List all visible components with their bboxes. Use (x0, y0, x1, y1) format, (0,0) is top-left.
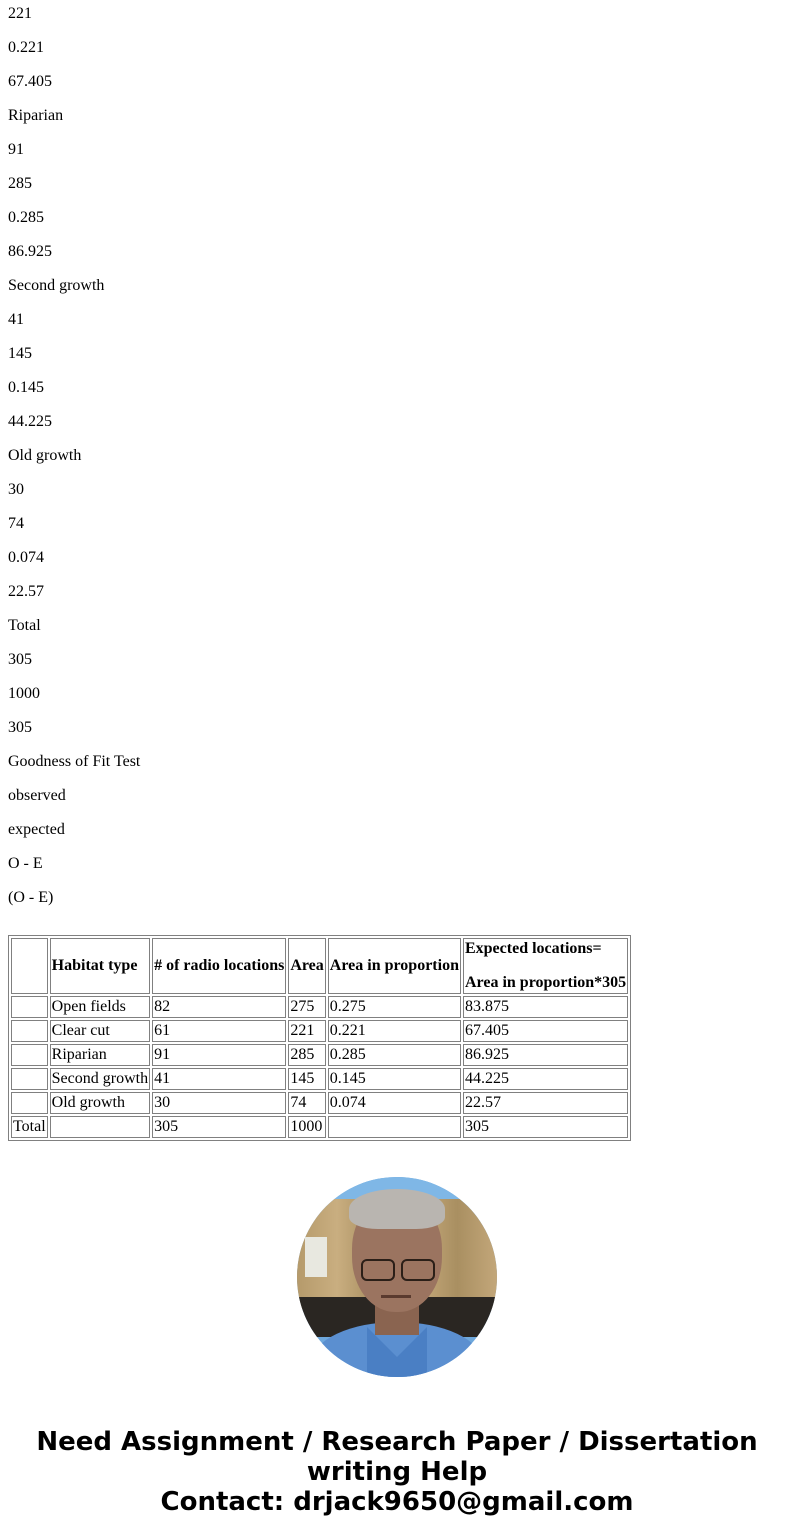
text-line: 305 (8, 651, 32, 668)
text-lines (8, 0, 786, 920)
header-expected-line2: Area in proportion*305 (464, 974, 627, 991)
cell-expected: 86.925 (463, 1044, 628, 1066)
cell-habitat: Clear cut (50, 1020, 150, 1042)
table-row (11, 1068, 628, 1090)
text-line: 145 (8, 345, 32, 362)
header-habitat-type: Habitat type (50, 938, 150, 994)
cell-label (11, 1092, 48, 1114)
cell-radio: 305 (152, 1116, 286, 1138)
header-radio-locations: # of radio locations (152, 938, 286, 994)
cell-label (11, 1044, 48, 1066)
cell-proportion (328, 1116, 461, 1138)
cell-radio: 30 (152, 1092, 286, 1114)
cell-area: 221 (288, 1020, 325, 1042)
cell-radio: 82 (152, 996, 286, 1018)
cell-expected: 67.405 (463, 1020, 628, 1042)
header-expected-line1: Expected locations= (464, 940, 602, 957)
cell-proportion: 0.275 (328, 996, 461, 1018)
cell-expected: 44.225 (463, 1068, 628, 1090)
cell-proportion: 0.285 (328, 1044, 461, 1066)
text-line: 0.285 (8, 209, 44, 226)
promo-line-2: writing Help (306, 1457, 488, 1487)
text-line: 1000 (8, 685, 40, 702)
cell-habitat: Second growth (50, 1068, 150, 1090)
text-line: 44.225 (8, 413, 52, 430)
cell-label (11, 996, 48, 1018)
header-area: Area (288, 938, 325, 994)
cell-area: 74 (288, 1092, 325, 1114)
text-line: 0.074 (8, 549, 44, 566)
cell-area: 145 (288, 1068, 325, 1090)
cell-radio: 61 (152, 1020, 286, 1042)
text-line: (O - E) (8, 889, 54, 906)
table-row (11, 1044, 628, 1066)
text-line: 22.57 (8, 583, 44, 600)
text-line: Riparian (8, 107, 64, 124)
text-line: 86.925 (8, 243, 52, 260)
table-total-row (11, 1116, 628, 1138)
cell-habitat: Open fields (50, 996, 150, 1018)
text-line: 0.145 (8, 379, 44, 396)
avatar (297, 1177, 497, 1377)
promo-banner (0, 1427, 794, 1517)
habitat-table (8, 935, 631, 1141)
cell-radio: 91 (152, 1044, 286, 1066)
table-row (11, 996, 628, 1018)
text-line: Total (8, 617, 41, 634)
cell-proportion: 0.145 (328, 1068, 461, 1090)
text-line: expected (8, 821, 65, 838)
cell-label (11, 1020, 48, 1042)
cell-area: 285 (288, 1044, 325, 1066)
text-line: 91 (8, 141, 24, 158)
cell-habitat: Old growth (50, 1092, 150, 1114)
table-row (11, 1020, 628, 1042)
text-line: Old growth (8, 447, 82, 464)
cell-label: Total (11, 1116, 48, 1138)
text-line: 0.221 (8, 39, 44, 56)
cell-habitat: Riparian (50, 1044, 150, 1066)
header-blank (11, 938, 48, 994)
cell-label (11, 1068, 48, 1090)
cell-area: 1000 (288, 1116, 325, 1138)
text-line: 74 (8, 515, 24, 532)
cell-expected: 22.57 (463, 1092, 628, 1114)
cell-proportion: 0.221 (328, 1020, 461, 1042)
promo-line-1: Need Assignment / Research Paper / Dissertation (36, 1427, 758, 1457)
avatar-container (0, 1177, 794, 1377)
text-line: Second growth (8, 277, 105, 294)
text-line: 30 (8, 481, 24, 498)
cell-habitat (50, 1116, 150, 1138)
text-line: observed (8, 787, 66, 804)
promo-contact: Contact: drjack9650@gmail.com (160, 1487, 634, 1517)
table-header-row (11, 938, 628, 994)
cell-expected: 305 (463, 1116, 628, 1138)
cell-area: 275 (288, 996, 325, 1018)
text-line: 221 (8, 5, 32, 22)
cell-radio: 41 (152, 1068, 286, 1090)
cell-proportion: 0.074 (328, 1092, 461, 1114)
cell-expected: 83.875 (463, 996, 628, 1018)
header-expected-locations (463, 938, 628, 994)
header-area-proportion: Area in proportion (328, 938, 461, 994)
table-row (11, 1092, 628, 1114)
text-line: 305 (8, 719, 32, 736)
section-heading: Goodness of Fit Test (8, 753, 141, 770)
text-line: O - E (8, 855, 43, 872)
text-line: 67.405 (8, 73, 52, 90)
text-line: 41 (8, 311, 24, 328)
text-line: 285 (8, 175, 32, 192)
